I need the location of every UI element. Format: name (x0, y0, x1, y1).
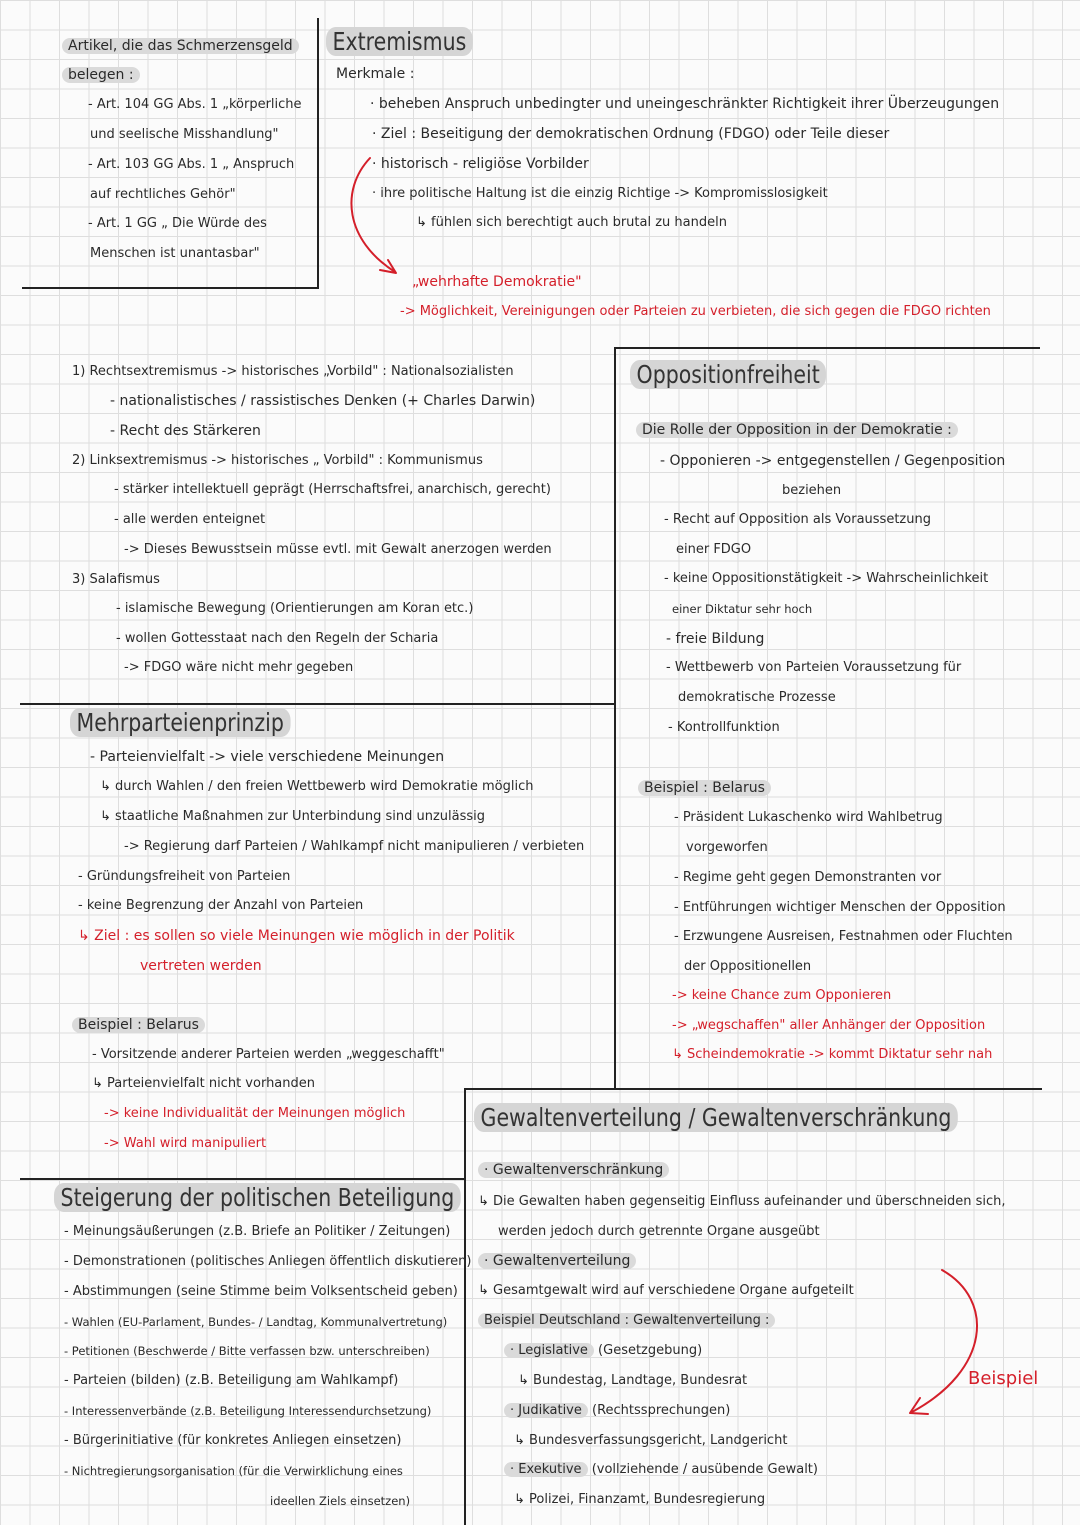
gewaltenverschraenkung-label: · Gewaltenverschränkung (478, 1161, 669, 1179)
mehrparteien-item: - Gründungsfreiheit von Parteien (78, 869, 291, 884)
opposition-beispiel-title: Beispiel : Belarus (638, 779, 771, 797)
opposition-item: - Recht auf Opposition als Voraussetzung (664, 512, 931, 527)
mehrparteien-item: - Parteienvielfalt -> viele verschiedene Meinungen (90, 749, 445, 765)
opposition-item: - freie Bildung (666, 631, 765, 647)
opposition-beispiel-item: vorgeworfen (686, 840, 768, 855)
artikel-item: - Art. 104 GG Abs. 1 „körperliche (88, 97, 302, 112)
artikel-item: und seelische Misshandlung" (90, 127, 279, 142)
opposition-beispiel-conclusion: ↳ Scheindemokratie -> kommt Diktatur sehr nah (672, 1047, 993, 1062)
opposition-beispiel-conclusion: -> „wegschaffen" aller Anhänger der Opposition (672, 1018, 986, 1033)
opposition-item: - Wettbewerb von Parteien Voraussetzung für (666, 660, 962, 675)
extremismus-curved-arrow (351, 158, 395, 272)
legislative-row: · Legislative (Gesetzgebung) (504, 1342, 702, 1360)
beteiligung-title: Steigerung der politischen Beteiligung (54, 1183, 461, 1213)
merkmal-item: · beheben Anspruch unbedingter und uneingeschränkter Richtigkeit ihrer Überzeugungen (370, 96, 1000, 112)
opposition-subtitle: Die Rolle der Opposition in der Demokratie : (636, 421, 958, 439)
opposition-item: - Opponieren -> entgegenstellen / Gegenposition (660, 453, 1006, 469)
beteiligung-item: - Abstimmungen (seine Stimme beim Volksentscheid geben) (64, 1284, 458, 1299)
gewaltenverteilung-text: ↳ Gesamtgewalt wird auf verschiedene Organe aufgeteilt (478, 1283, 854, 1298)
beteiligung-item: - Parteien (bilden) (z.B. Beteiligung am Wahlkampf) (64, 1373, 399, 1388)
arten-item: 1) Rechtsextremismus -> historisches „Vorbild" : Nationalsozialisten (72, 364, 514, 379)
wehrhafte-demokratie-title: „wehrhafte Demokratie" (412, 274, 582, 290)
extremismus-title: Extremismus (326, 27, 473, 57)
mehrparteien-item: ↳ durch Wahlen / den freien Wettbewerb wird Demokratie möglich (100, 779, 534, 794)
mehrparteien-ziel-cont: vertreten werden (140, 958, 262, 974)
opposition-beispiel-item: - Entführungen wichtiger Menschen der Opposition (674, 900, 1006, 915)
beispiel-note: Beispiel (968, 1368, 1039, 1389)
mehrparteien-beispiel-item: ↳ Parteienvielfalt nicht vorhanden (92, 1076, 315, 1091)
merkmal-item: · Ziel : Beseitigung der demokratischen Ordnung (FDGO) oder Teile dieser (372, 126, 890, 142)
gewaltenverschraenkung-text: ↳ Die Gewalten haben gegenseitig Einfluss aufeinander und überschneiden sich, (478, 1194, 1006, 1209)
artikel-item: Menschen ist unantasbar" (90, 246, 260, 261)
mehrparteien-beispiel-conclusion: -> Wahl wird manipuliert (104, 1136, 267, 1151)
merkmal-item: · ihre politische Haltung ist die einzig Richtige -> Kompromisslosigkeit (372, 186, 828, 201)
arten-item: 3) Salafismus (72, 572, 160, 587)
opposition-item: einer Diktatur sehr hoch (672, 602, 813, 616)
opposition-beispiel-item: - Regime geht gegen Demonstranten vor (674, 870, 942, 885)
exekutive-row: · Exekutive (vollziehende / ausübende Gewalt) (504, 1461, 818, 1479)
opposition-beispiel-item: der Oppositionellen (684, 959, 812, 974)
beteiligung-item: - Nichtregierungsorganisation (für die Verwirklichung eines (64, 1464, 403, 1478)
mehrparteien-beispiel-title: Beispiel : Belarus (72, 1016, 205, 1034)
arten-subitem: -> FDGO wäre nicht mehr gegeben (124, 660, 354, 675)
beteiligung-item: ideellen Ziels einsetzen) (270, 1494, 411, 1508)
arten-subitem: - alle werden enteignet (114, 512, 266, 527)
artikel-item: - Art. 1 GG „ Die Würde des (88, 216, 267, 231)
exekutive-organe: ↳ Polizei, Finanzamt, Bundesregierung (514, 1492, 766, 1507)
beteiligung-item: - Meinungsäußerungen (z.B. Briefe an Politiker / Zeitungen) (64, 1224, 451, 1239)
merkmale-label: Merkmale : (336, 66, 415, 82)
mehrparteien-title: Mehrparteienprinzip (70, 708, 290, 738)
gewaltenverteilung-label: · Gewaltenverteilung (478, 1252, 636, 1270)
merkmal-item: · historisch - religiöse Vorbilder (372, 156, 589, 172)
opposition-item: - keine Oppositionstätigkeit -> Wahrscheinlichkeit (664, 571, 989, 586)
arten-subitem: - nationalistisches / rassistisches Denken (+ Charles Darwin) (110, 393, 536, 409)
artikel-heading: Artikel, die das Schmerzensgeld (62, 37, 299, 55)
arten-subitem: - Recht des Stärkeren (110, 423, 261, 439)
gewalten-beispiel-title: Beispiel Deutschland : Gewaltenverteilung : (478, 1312, 775, 1330)
arten-subitem: - wollen Gottesstaat nach den Regeln der Scharia (116, 631, 439, 646)
opposition-item: beziehen (782, 483, 842, 498)
mehrparteien-item: -> Regierung darf Parteien / Wahlkampf nicht manipulieren / verbieten (124, 839, 585, 854)
mehrparteien-item: - keine Begrenzung der Anzahl von Parteien (78, 898, 364, 913)
mehrparteien-item: ↳ staatliche Maßnahmen zur Unterbindung sind unzulässig (100, 809, 486, 824)
artikel-item: auf rechtliches Gehör" (90, 187, 236, 202)
artikel-heading-cont: belegen : (62, 66, 140, 84)
arten-subitem: -> Dieses Bewusstsein müsse evtl. mit Gewalt anerzogen werden (124, 542, 552, 557)
opposition-item: - Kontrollfunktion (668, 720, 780, 735)
opposition-item: einer FDGO (676, 542, 752, 557)
beteiligung-item: - Wahlen (EU-Parlament, Bundes- / Landtag, Kommunalvertretung) (64, 1315, 448, 1329)
mehrparteien-beispiel-conclusion: -> keine Individualität der Meinungen möglich (104, 1106, 406, 1121)
judikative-row: · Judikative (Rechtssprechungen) (504, 1402, 730, 1420)
gewaltenverschraenkung-text: werden jedoch durch getrennte Organe ausgeübt (498, 1224, 820, 1239)
opposition-beispiel-conclusion: -> keine Chance zum Opponieren (672, 988, 892, 1003)
beteiligung-item: - Demonstrationen (politisches Anliegen öffentlich diskutieren) (64, 1254, 472, 1269)
judikative-organe: ↳ Bundesverfassungsgericht, Landgericht (514, 1433, 788, 1448)
gewalten-title: Gewaltenverteilung / Gewaltenverschränkung (474, 1103, 958, 1133)
opposition-beispiel-item: - Erzwungene Ausreisen, Festnahmen oder Fluchten (674, 929, 1013, 944)
wehrhafte-demokratie-text: -> Möglichkeit, Vereinigungen oder Parteien zu verbieten, die sich gegen die FDGO richten (400, 304, 991, 319)
mehrparteien-ziel: ↳ Ziel : es sollen so viele Meinungen wie möglich in der Politik (78, 928, 515, 944)
opposition-beispiel-item: - Präsident Lukaschenko wird Wahlbetrug (674, 810, 943, 825)
arten-subitem: - islamische Bewegung (Orientierungen am Koran etc.) (116, 601, 474, 616)
beteiligung-item: - Petitionen (Beschwerde / Bitte verfassen bzw. unterschreiben) (64, 1344, 430, 1358)
legislative-organe: ↳ Bundestag, Landtage, Bundesrat (518, 1373, 748, 1388)
beteiligung-item: - Bürgerinitiative (für konkretes Anliegen einsetzen) (64, 1433, 402, 1448)
beispiel-curved-arrow (912, 1270, 977, 1412)
merkmal-subitem: ↳ fühlen sich berechtigt auch brutal zu handeln (416, 215, 727, 230)
arten-subitem: - stärker intellektuell geprägt (Herrschaftsfrei, anarchisch, gerecht) (114, 482, 551, 497)
beteiligung-item: - Interessenverbände (z.B. Beteiligung Interessendurchsetzung) (64, 1404, 432, 1418)
artikel-item: - Art. 103 GG Abs. 1 „ Anspruch (88, 157, 295, 172)
mehrparteien-beispiel-item: - Vorsitzende anderer Parteien werden „weggeschafft" (92, 1047, 445, 1062)
arten-item: 2) Linksextremismus -> historisches „ Vorbild" : Kommunismus (72, 453, 483, 468)
opposition-title: Oppositionfreiheit (630, 360, 826, 390)
opposition-item: demokratische Prozesse (678, 690, 836, 705)
